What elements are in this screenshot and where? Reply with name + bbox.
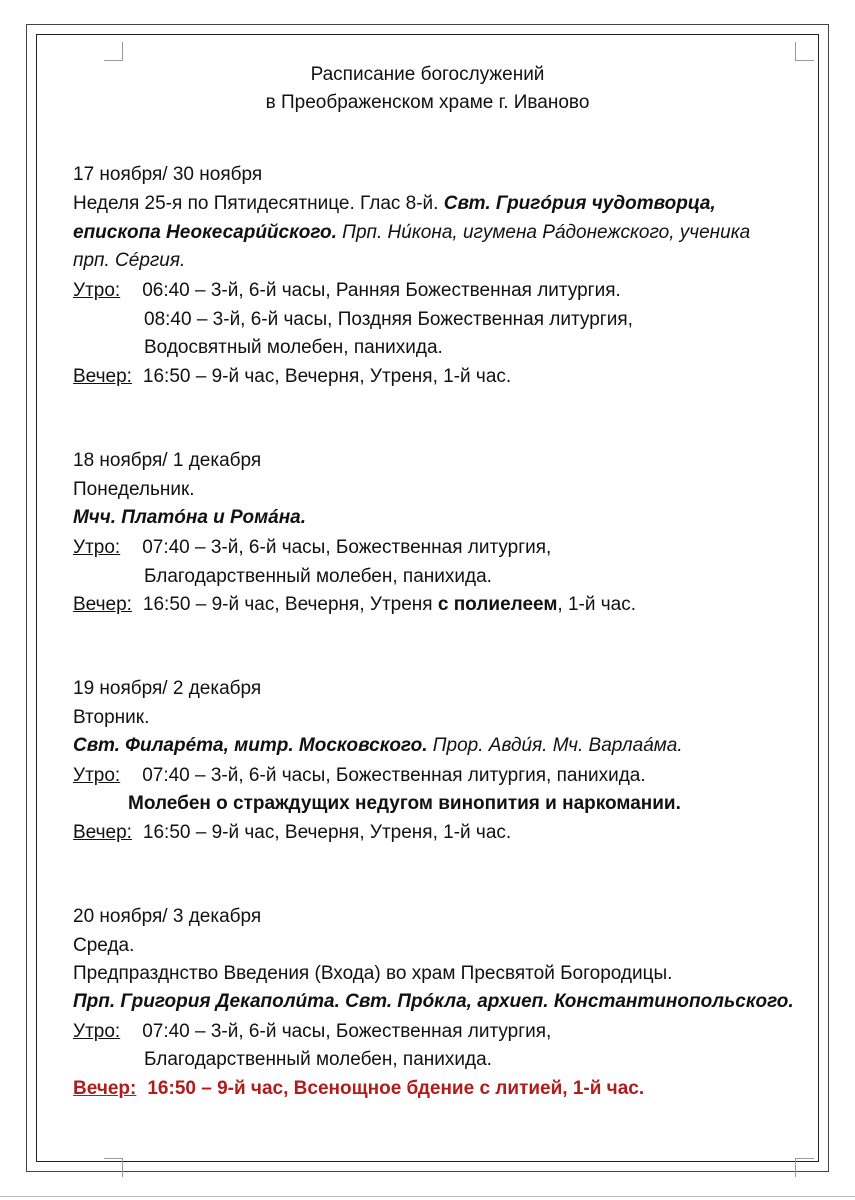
day-saints: Прп. Григория Декаполи́та. Свт. Прóкла, архиеп. Константинопольского. <box>73 991 794 1012</box>
morning-service: Утро: 07:40 – 3-й, 6-й часы, Божественная литургия, <box>73 1021 552 1042</box>
evening-service: Вечер: 16:50 – 9-й час, Вечерня, Утреня, 1-й час. <box>73 822 512 843</box>
day-feast: Неделя 25-я по Пятидесятнице. Глас 8-й. Свт. Григóрия чудотворца, <box>73 193 716 214</box>
day-saints: прп. Сéргия. <box>73 250 186 271</box>
moleben-note: Молебен о страждущих недугом винопития и наркомании. <box>128 793 681 814</box>
evening-service: Вечер: 16:50 – 9-й час, Вечерня, Утреня с полиелеем, 1-й час. <box>73 594 636 615</box>
morning-service-cont: 08:40 – 3-й, 6-й часы, Поздняя Божественная литургия, <box>144 309 633 330</box>
day-weekday: Понедельник. <box>73 479 195 500</box>
day-saints: Мчч. Платóна и Ромáна. <box>73 507 307 528</box>
day-weekday: Среда. <box>73 935 135 956</box>
day-weekday: Вторник. <box>73 707 150 728</box>
corner-mark <box>795 42 814 61</box>
morning-service: Утро: 07:40 – 3-й, 6-й часы, Божественная литургия, <box>73 537 552 558</box>
corner-mark <box>104 42 123 61</box>
page-divider <box>0 1196 855 1197</box>
day-date: 19 ноября/ 2 декабря <box>73 678 262 699</box>
corner-mark <box>795 1158 814 1177</box>
day-saints: Свт. Филарéта, митр. Московского. Прор. Авди́я. Мч. Варлаáма. <box>73 735 683 756</box>
morning-service: Утро: 07:40 – 3-й, 6-й часы, Божественная литургия, панихида. <box>73 765 646 786</box>
morning-service-cont: Водосвятный молебен, панихида. <box>144 337 443 358</box>
document-subtitle: в Преображенском храме г. Иваново <box>265 92 590 113</box>
evening-service: Вечер: 16:50 – 9-й час, Вечерня, Утреня, 1-й час. <box>73 366 512 387</box>
evening-service-highlight: Вечер: 16:50 – 9-й час, Всенощное бдение с литией, 1-й час. <box>73 1078 645 1099</box>
day-date: 20 ноября/ 3 декабря <box>73 906 262 927</box>
morning-service: Утро: 06:40 – 3-й, 6-й часы, Ранняя Божественная литургия. <box>73 280 621 301</box>
corner-mark <box>104 1158 123 1177</box>
day-saints: епископа Неокесари́йского. Прп. Ни́кона, игумена Рáдонежского, ученика <box>73 222 751 243</box>
morning-service-cont: Благодарственный молебен, панихида. <box>144 566 492 587</box>
document-title: Расписание богослужений <box>310 64 545 85</box>
day-date: 17 ноября/ 30 ноября <box>73 164 263 185</box>
morning-service-cont: Благодарственный молебен, панихида. <box>144 1049 492 1070</box>
day-feast: Предпразднство Введения (Входа) во храм Пресвятой Богородицы. <box>73 963 673 984</box>
day-date: 18 ноября/ 1 декабря <box>73 450 262 471</box>
